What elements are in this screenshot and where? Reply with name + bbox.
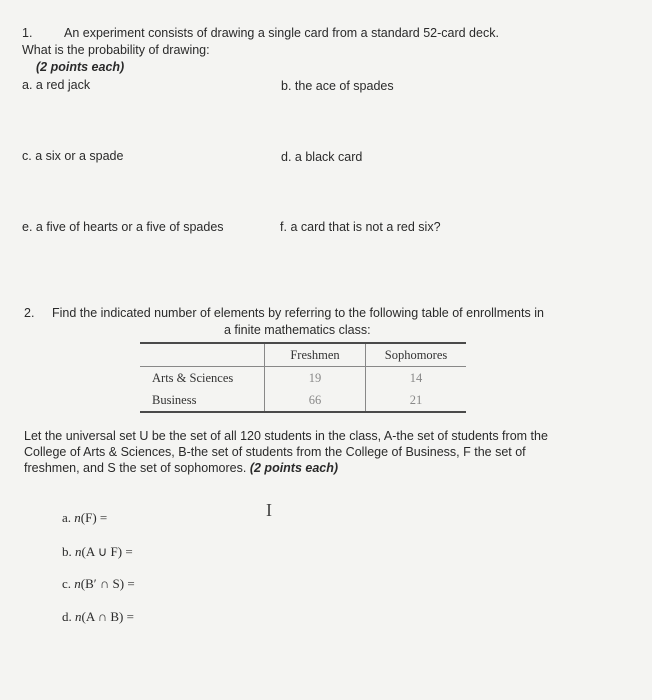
q1-text-line2: What is the probability of drawing: bbox=[22, 43, 210, 57]
cell-sophomores: 21 bbox=[366, 389, 467, 412]
fn-symbol: n bbox=[74, 576, 81, 591]
part-expr: (F) = bbox=[80, 510, 108, 525]
q2-points: (2 points each) bbox=[249, 461, 339, 475]
q1-part-c bbox=[22, 149, 123, 163]
q1-part-a bbox=[22, 78, 90, 92]
part-expr: (A ∪ F) = bbox=[81, 544, 133, 559]
part-text: a black card bbox=[294, 150, 363, 164]
q1-number: 1. bbox=[22, 26, 33, 40]
row-label: Arts & Sciences bbox=[140, 367, 265, 390]
q2-text-line2: a finite mathematics class: bbox=[224, 323, 371, 337]
part-letter: d. bbox=[281, 150, 292, 164]
q1-points: (2 points each) bbox=[36, 60, 125, 74]
q1-text-line1: An experiment consists of drawing a single card from a standard 52-card deck. bbox=[64, 26, 499, 40]
q1-part-d bbox=[281, 150, 362, 164]
part-text: the ace of spades bbox=[294, 79, 394, 93]
fn-symbol: n bbox=[75, 544, 82, 559]
q2-part-c bbox=[62, 576, 135, 592]
part-expr: (A ∩ B) = bbox=[81, 609, 134, 624]
q1-part-f bbox=[280, 220, 441, 234]
table-header-freshmen: Freshmen bbox=[265, 343, 366, 367]
part-letter: b. bbox=[62, 544, 72, 559]
part-text: a red jack bbox=[35, 78, 91, 92]
cell-freshmen: 19 bbox=[265, 367, 366, 390]
enrollment-table bbox=[140, 342, 466, 413]
part-text: a six or a spade bbox=[35, 149, 124, 163]
part-letter: a. bbox=[62, 510, 72, 525]
part-letter: c. bbox=[22, 149, 32, 163]
part-letter: a. bbox=[22, 78, 33, 92]
part-letter: e. bbox=[22, 220, 33, 234]
q2-para-line2: College of Arts & Sciences, B-the set of students from the College of Business, F the set of bbox=[24, 445, 526, 459]
part-letter: c. bbox=[62, 576, 72, 591]
part-letter: b. bbox=[281, 79, 292, 93]
table-header-row bbox=[140, 343, 466, 367]
q2-part-b bbox=[62, 544, 133, 560]
table-row bbox=[140, 367, 466, 390]
fn-symbol: n bbox=[74, 510, 81, 525]
q2-part-a bbox=[62, 510, 107, 526]
cell-freshmen: 66 bbox=[265, 389, 366, 412]
q2-para-line1: Let the universal set U be the set of all 120 students in the class, A-the set of students from the bbox=[24, 429, 548, 443]
q2-para-line3 bbox=[24, 461, 338, 475]
q1-part-e bbox=[22, 220, 224, 234]
part-text: a card that is not a red six? bbox=[290, 220, 441, 234]
fn-symbol: n bbox=[75, 609, 82, 624]
text-cursor-icon: I bbox=[266, 500, 272, 520]
q1-part-b bbox=[281, 79, 394, 93]
row-label: Business bbox=[140, 389, 265, 412]
table-header-sophomores: Sophomores bbox=[366, 343, 467, 367]
part-letter: f. bbox=[280, 220, 287, 234]
table-header-blank bbox=[140, 343, 265, 367]
part-expr: (B′ ∩ S) = bbox=[80, 576, 135, 591]
table-row bbox=[140, 389, 466, 412]
q2-part-d bbox=[62, 609, 134, 625]
q2-number: 2. bbox=[24, 306, 35, 320]
q2-para-line3-text: freshmen, and S the set of sophomores. bbox=[24, 461, 247, 475]
part-text: a five of hearts or a five of spades bbox=[35, 220, 224, 234]
part-letter: d. bbox=[62, 609, 72, 624]
q2-text-line1: Find the indicated number of elements by referring to the following table of enrollments in bbox=[52, 306, 544, 320]
cell-sophomores: 14 bbox=[366, 367, 467, 390]
